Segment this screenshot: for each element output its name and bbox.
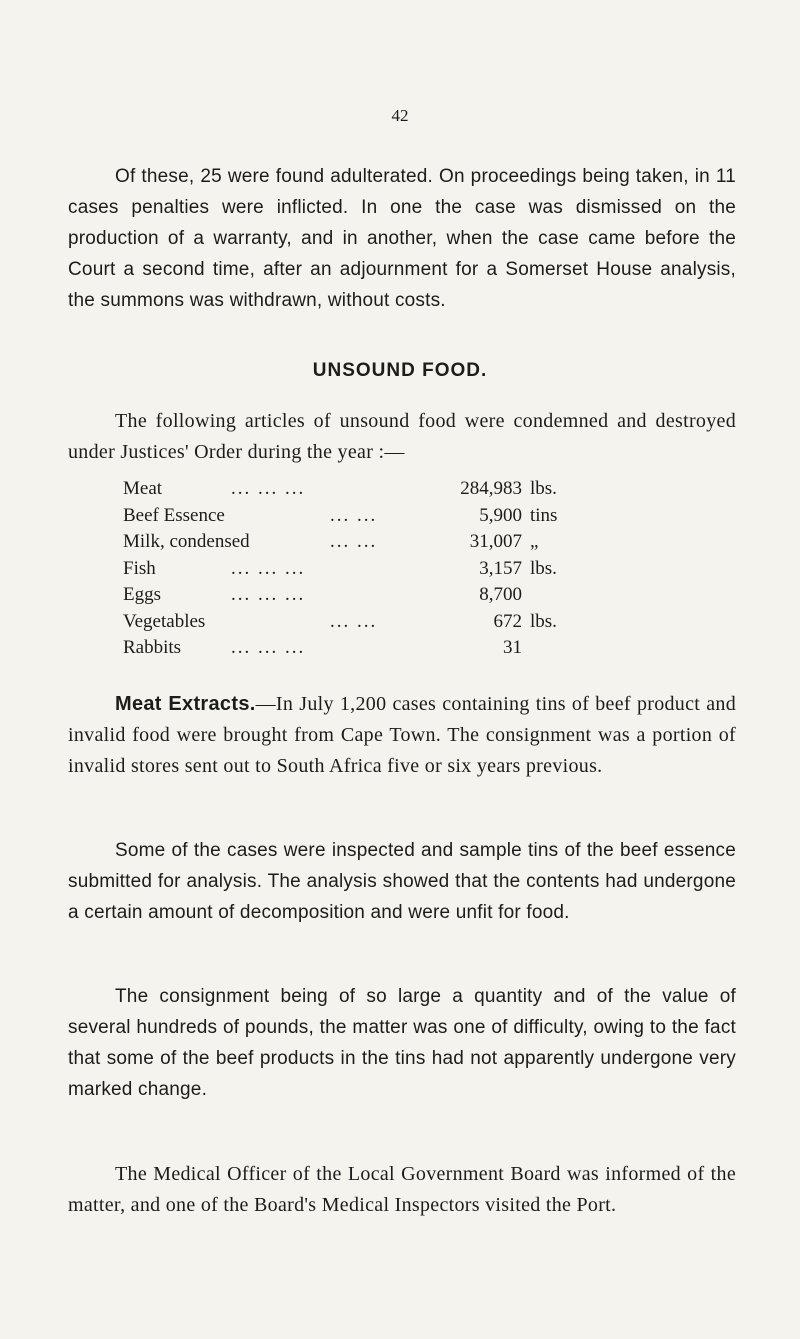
- paragraph-meat-extracts: [68, 689, 736, 782]
- leader-dots: ... ...: [330, 504, 378, 526]
- leader-dots: ... ...: [330, 531, 378, 552]
- food-row-vegetables: [123, 609, 683, 636]
- food-quantity: 672: [493, 610, 522, 632]
- food-item-name: Eggs: [123, 584, 161, 605]
- paragraph-difficulty: The consignment being of so large a quantity and of the value of several hundreds of pounds, the matter was one of difficulty, owing to the fact that some of the beef products in the tins had not apparently undergone very marked change.: [68, 986, 736, 1100]
- run-in-heading-meat-extracts: Meat Extracts.: [115, 693, 256, 715]
- paragraph-adulteration-proceedings: Of these, 25 were found adulterated. On proceedings being taken, in 11 cases penalties were inflicted. In one the case was dismissed on the production of a warranty, and in another, when the case came before the Court a second time, after an adjournment for a Somerset House analysis, the summons was withdrawn, without costs.: [68, 166, 736, 311]
- food-quantity: 284,983: [460, 478, 522, 499]
- food-row-rabbits: [123, 635, 683, 662]
- meat-extracts-body: —In July 1,200 cases containing tins of beef product and invalid food were brought from Cape Town. The consignment was a portion of invalid stores sent out to South Africa five or six years previous.: [68, 693, 736, 777]
- food-quantity: 3,157: [479, 557, 522, 579]
- food-item-name: Milk, condensed: [123, 531, 250, 552]
- food-row-milk-condensed: [123, 529, 683, 556]
- food-item-name: Beef Essence: [123, 504, 225, 526]
- leader-dots: ... ... ...: [231, 637, 306, 658]
- food-unit: tins: [530, 504, 558, 526]
- section-heading-unsound-food: UNSOUND FOOD.: [312, 360, 488, 381]
- food-unit: lbs.: [530, 610, 557, 632]
- paragraph-medical-officer: The Medical Officer of the Local Government Board was informed of the matter, and one of the Board's Medical Inspectors visited the Port.: [68, 1163, 736, 1216]
- food-quantity: 8,700: [479, 584, 522, 605]
- food-unit: „: [530, 531, 539, 552]
- food-item-name: Meat: [123, 478, 163, 499]
- food-item-name: Rabbits: [123, 637, 182, 658]
- page-number: 42: [391, 106, 409, 125]
- food-unit: lbs.: [530, 557, 557, 579]
- food-row-beef-essence: [123, 503, 683, 530]
- food-item-name: Fish: [123, 557, 156, 579]
- food-item-name: Vegetables: [123, 610, 206, 632]
- leader-dots: ... ... ...: [231, 478, 306, 499]
- leader-dots: ... ...: [330, 610, 378, 632]
- food-row-meat: [123, 476, 683, 503]
- food-unit: lbs.: [530, 478, 557, 499]
- leader-dots: ... ... ...: [231, 557, 306, 579]
- food-quantity: 5,900: [479, 504, 522, 526]
- food-row-fish: [123, 556, 683, 583]
- condemned-food-table: [123, 476, 683, 662]
- leader-dots: ... ... ...: [231, 584, 306, 605]
- paragraph-inspection: Some of the cases were inspected and sample tins of the beef essence submitted for analysis. The analysis showed that the contents had undergone a certain amount of decomposition and were unfit for food.: [68, 840, 736, 923]
- food-quantity: 31,007: [469, 531, 522, 552]
- paragraph-unsound-food-intro: The following articles of unsound food were condemned and destroyed under Justices' Order during the year :—: [68, 410, 736, 463]
- food-row-eggs: [123, 582, 683, 609]
- food-quantity: 31: [503, 637, 522, 658]
